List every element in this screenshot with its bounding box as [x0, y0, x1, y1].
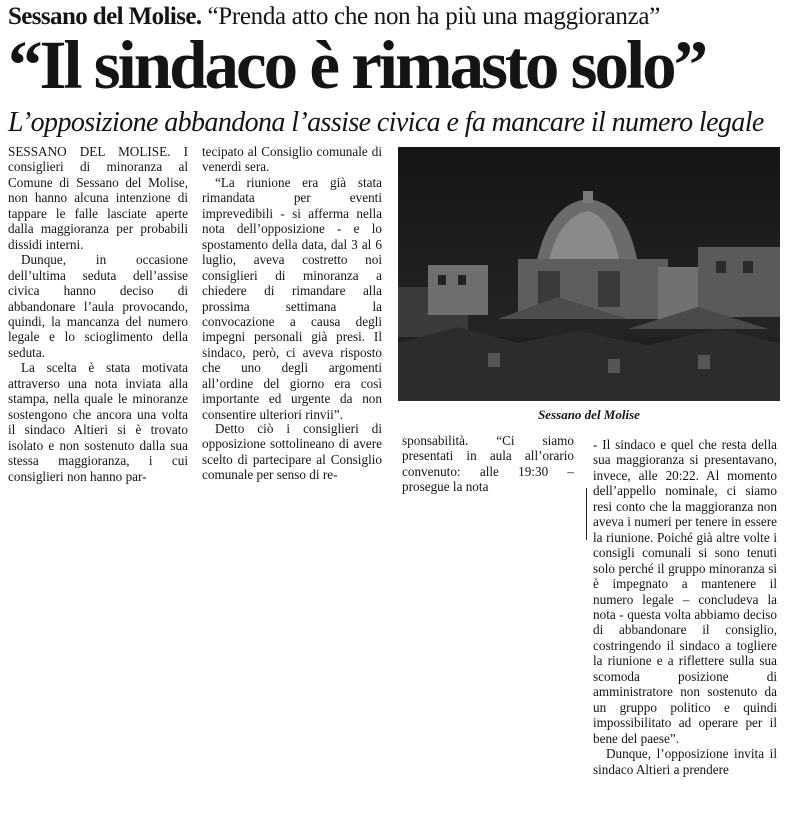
kicker-place: Sessano del Molise. [8, 3, 202, 30]
paragraph: sponsabilità. “Ci siamo presentati in aula all’orario convenuto: alle 19:30 – prosegue la nota [402, 433, 574, 495]
subhead: L’opposizione abbandona l’assise civica e fa mancare il numero legale [8, 107, 764, 138]
article-column-2 [202, 144, 382, 422]
paragraph: Detto ciò i consiglieri di opposizione sottolineano di avere scelto di partecipare al Consiglio comunale per senso di re- [202, 421, 382, 483]
paragraph: - Il sindaco e quel che resta della sua maggioranza si presentavano, invece, alle 20:22. Al momento dell’appello nominale, ci siamo resi conto che la maggioranza non aveva i numeri per tenere in essere la riunione. Poiché già altre volte i consigli comunali si sono tenuti solo perché il gruppo minoranza si è impegnato a mantenere il numero legale – concludeva la nota - questa volta abbiamo deciso di abbandonare il consiglio, costringendo il sindaco a togliere la riunione e a riflettere sulla sua scomoda posizione di amministratore non sostenuto da un gruppo politico e quindi impossibilitato ad operare per il bene del paese”. [593, 437, 777, 746]
paragraph: SESSANO DEL MOLISE. I consiglieri di minoranza al Comune di Sessano del Molise, non hanno alcuna intenzione di tappare le falle lasciate aperte dalla maggioranza per probabili dissidi interni. [8, 144, 188, 252]
kicker-quote: “Prenda atto che non ha più una maggioranza” [207, 3, 661, 30]
town-photo [398, 147, 780, 401]
paragraph: Dunque, in occasione dell’ultima seduta dell’assise civica hanno deciso di abbandonare l’aula provocando, quindi, la mancanza del numero legale e lo scioglimento della seduta. [8, 252, 188, 360]
town-photo-image [398, 147, 780, 401]
paragraph: Dunque, l’opposizione invita il sindaco Altieri a prendere [593, 746, 777, 777]
article-column-3 [402, 433, 574, 495]
paragraph: tecipato al Consiglio comunale di venerdì sera. [202, 144, 382, 175]
article-column-2-bottom [202, 421, 382, 483]
paragraph: La scelta è stata motivata attraverso una nota inviata alla stampa, nella quale le minoranze sostengono che ancora una volta il sindaco Altieri si è trovato isolato e non sostenuto dalla sua stessa maggioranza, i cui consiglieri non hanno par- [8, 360, 188, 484]
article-column-1 [8, 144, 188, 484]
photo-caption: Sessano del Molise [538, 407, 640, 422]
headline: “Il sindaco è rimasto solo” [8, 27, 706, 103]
column-divider [586, 488, 587, 540]
article-column-4 [593, 437, 777, 777]
paragraph: “La riunione era già stata rimandata per eventi imprevedibili - si afferma nella nota dell’opposizione - e lo spostamento della data, dal 3 al 6 luglio, aveva costretto noi consiglieri di minoranza a chiedere di rimandare alla prossima settimana la convocazione a causa degli impegni personali già presi. Il sindaco, però, ci aveva risposto che uno degli argomenti all’ordine del giorno era così importante ed urgente da non consentire ulteriori rinvii”. [202, 174, 382, 422]
